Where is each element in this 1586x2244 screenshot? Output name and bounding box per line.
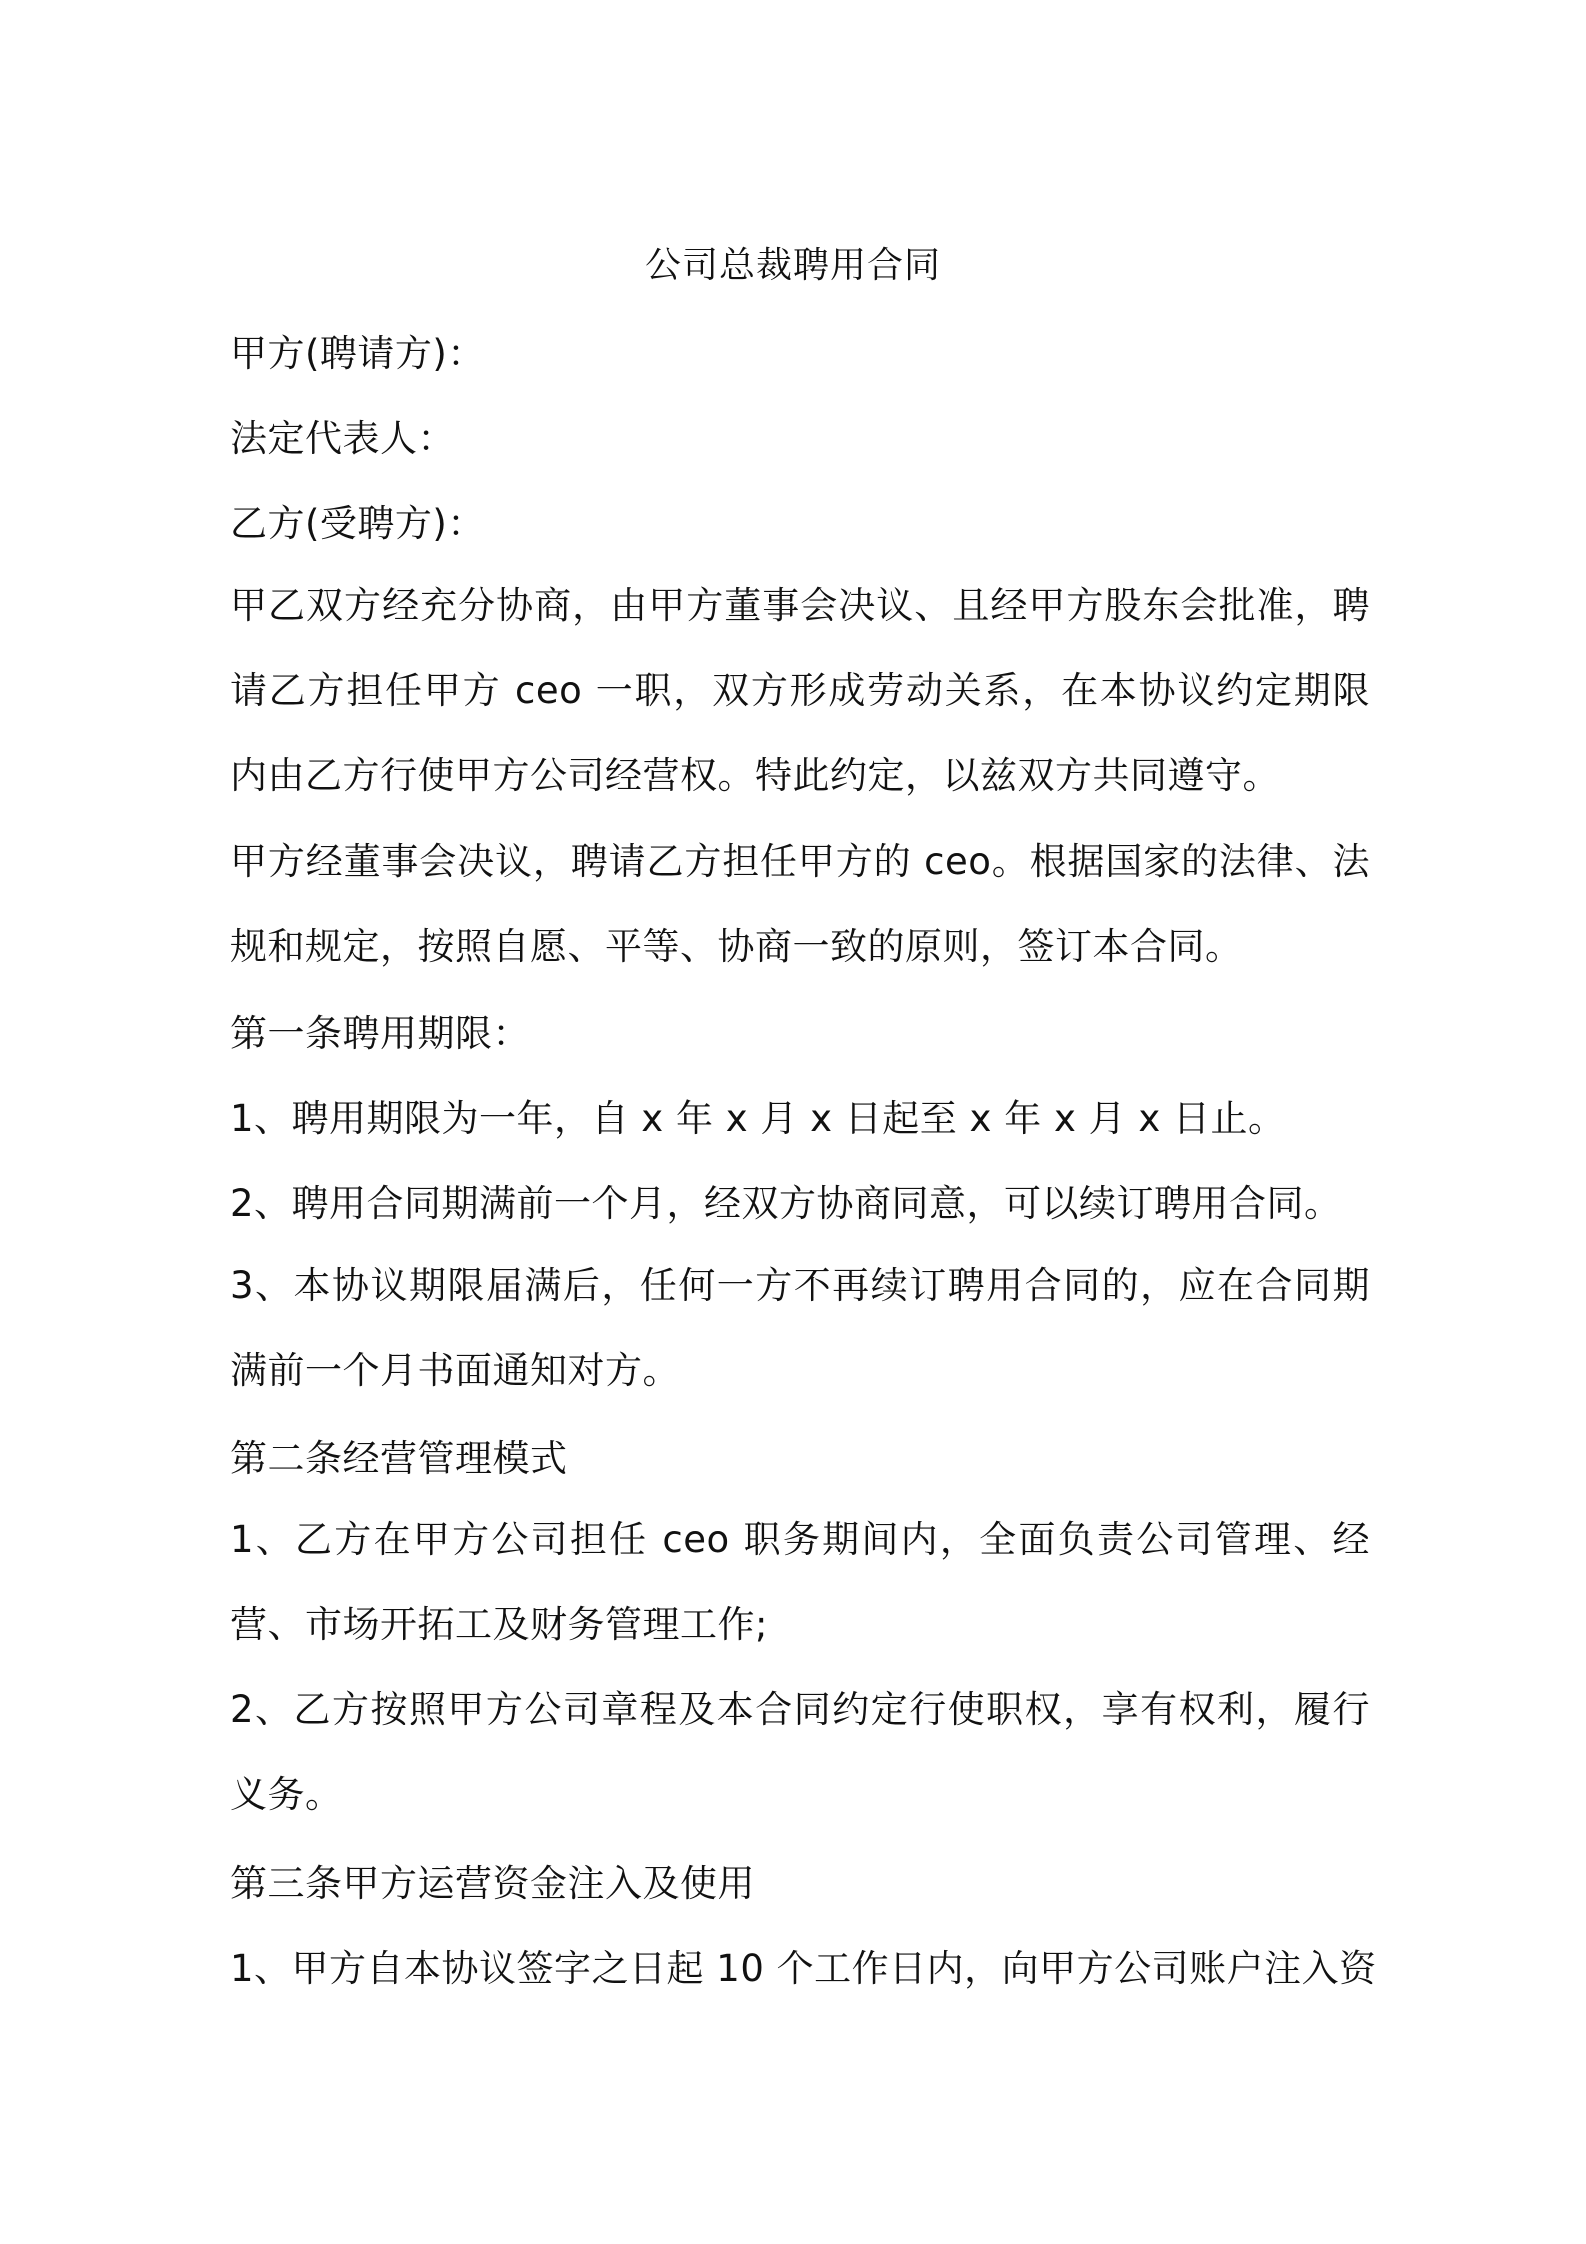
document-title: 公司总裁聘用合同: [644, 245, 941, 286]
intro-paragraph-2: 甲方经董事会决议，聘请乙方担任甲方的 ceo。根据国家的法律、法规和规定，按照自愿、平等、协商一致的原则，签订本合同。: [230, 840, 1370, 968]
article-3-item-1: 1、甲方自本协议签字之日起 10 个工作日内，向甲方公司账户注入资: [230, 1947, 1377, 1990]
party-b-field: 乙方(受聘方)：: [230, 502, 485, 545]
article-2-item-1: 1、乙方在甲方公司担任 ceo 职务期间内，全面负责公司管理、经营、市场开拓工及财务管理工作;: [230, 1518, 1370, 1646]
article-1-item-3: 3、本协议期限届满后，任何一方不再续订聘用合同的，应在合同期满前一个月书面通知对方。: [230, 1264, 1370, 1392]
article-1-heading: 第一条聘用期限：: [230, 1012, 530, 1055]
intro-paragraph-1: 甲乙双方经充分协商，由甲方董事会决议、且经甲方股东会批准，聘请乙方担任甲方 ceo 一职，双方形成劳动关系，在本协议约定期限内由乙方行使甲方公司经营权。特此约定，以兹双方共同遵守。: [230, 584, 1370, 797]
article-2-heading: 第二条经营管理模式: [230, 1437, 568, 1480]
article-1-item-2: 2、聘用合同期满前一个月，经双方协商同意，可以续订聘用合同。: [230, 1182, 1342, 1225]
party-a-field: 甲方(聘请方)：: [230, 332, 485, 375]
article-3-heading: 第三条甲方运营资金注入及使用: [230, 1862, 755, 1905]
legal-representative-field: 法定代表人：: [230, 417, 455, 460]
article-1-item-1: 1、聘用期限为一年，自 x 年 x 月 x 日起至 x 年 x 月 x 日止。: [230, 1097, 1286, 1140]
article-2-item-2: 2、乙方按照甲方公司章程及本合同约定行使职权，享有权利，履行义务。: [230, 1688, 1370, 1816]
